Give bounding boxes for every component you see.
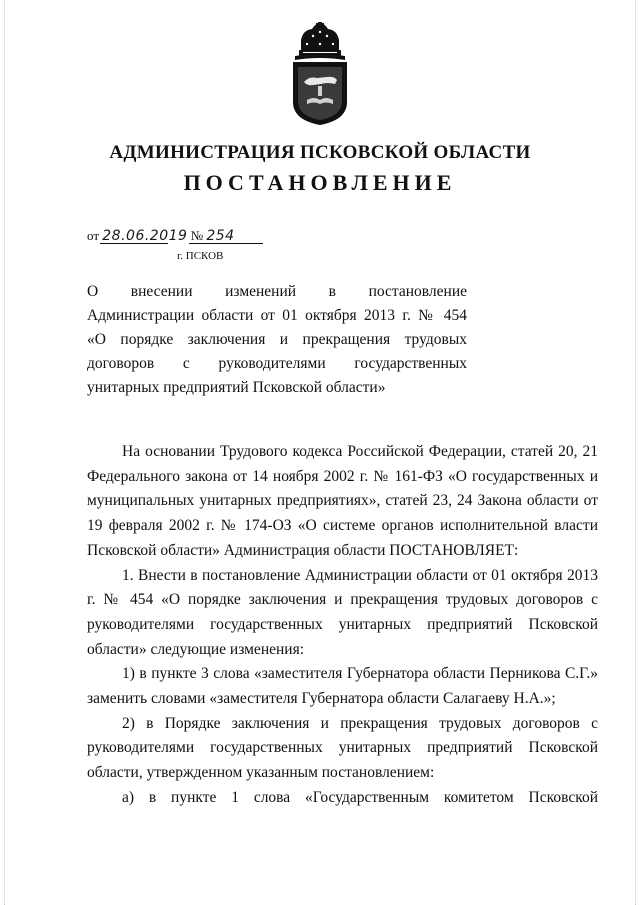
subject-line: унитарных предприятий Псковской области»	[87, 379, 386, 396]
city-label: г. ПСКОВ	[177, 250, 224, 262]
body-paragraph: На основании Трудового кодекса Российской Федерации, статей 20, 21 Федерального закона от 14 ноября 2002 г. № 161-ФЗ «О государственных и муниципальных унитарных предприятиях», статей 23, 24 Закона области от 19 февраля 2002 г. № 174-ОЗ «О системе органов исполнительной власти Псковской области» Администрация области ПОСТАНОВЛЯЕТ:	[87, 443, 598, 559]
document-type-title: ПОСТАНОВЛЕНИЕ	[183, 170, 457, 195]
body-paragraph: 1. Внести в постановление Администрации области от 01 октября 2013 г. № 454 «О порядке заключения и прекращения трудовых договоров с руководителями государственных унитарных предприятий Псковской области» следующие изменения:	[87, 566, 598, 658]
date-prefix: от	[87, 228, 100, 243]
subject-line: «О порядке заключения и прекращения трудовых	[87, 331, 467, 348]
number-underline	[189, 243, 263, 244]
document-body	[87, 440, 598, 811]
date-value: 28.06.2019	[102, 228, 188, 244]
subject-line: договоров с руководителями государственных	[87, 355, 467, 372]
scan-edge-left	[4, 0, 5, 905]
subject-line: Администрации области от 01 октября 2013 г. № 454	[87, 307, 467, 324]
coat-of-arms-icon	[287, 22, 353, 126]
date-number-line	[87, 228, 235, 244]
organization-title: АДМИНИСТРАЦИЯ ПСКОВСКОЙ ОБЛАСТИ	[109, 142, 531, 163]
scan-edge-right	[635, 0, 636, 905]
body-paragraph: а) в пункте 1 слова «Государственным комитетом Псковской	[122, 788, 598, 806]
number-value: 254	[206, 228, 235, 244]
body-paragraph: 2) в Порядке заключения и прекращения трудовых договоров с руководителями государственных унитарных предприятий Псковской области, утвержденном указанным постановлением:	[87, 714, 598, 782]
number-prefix: №	[190, 228, 204, 243]
subject-block	[87, 280, 467, 400]
body-paragraph: 1) в пункте 3 слова «заместителя Губернатора области Перникова С.Г.» заменить словами «заместителя Губернатора области Салагаеву Н.А.»;	[87, 665, 598, 708]
subject-line: О внесении изменений в постановление	[87, 283, 467, 300]
date-underline	[100, 243, 168, 244]
